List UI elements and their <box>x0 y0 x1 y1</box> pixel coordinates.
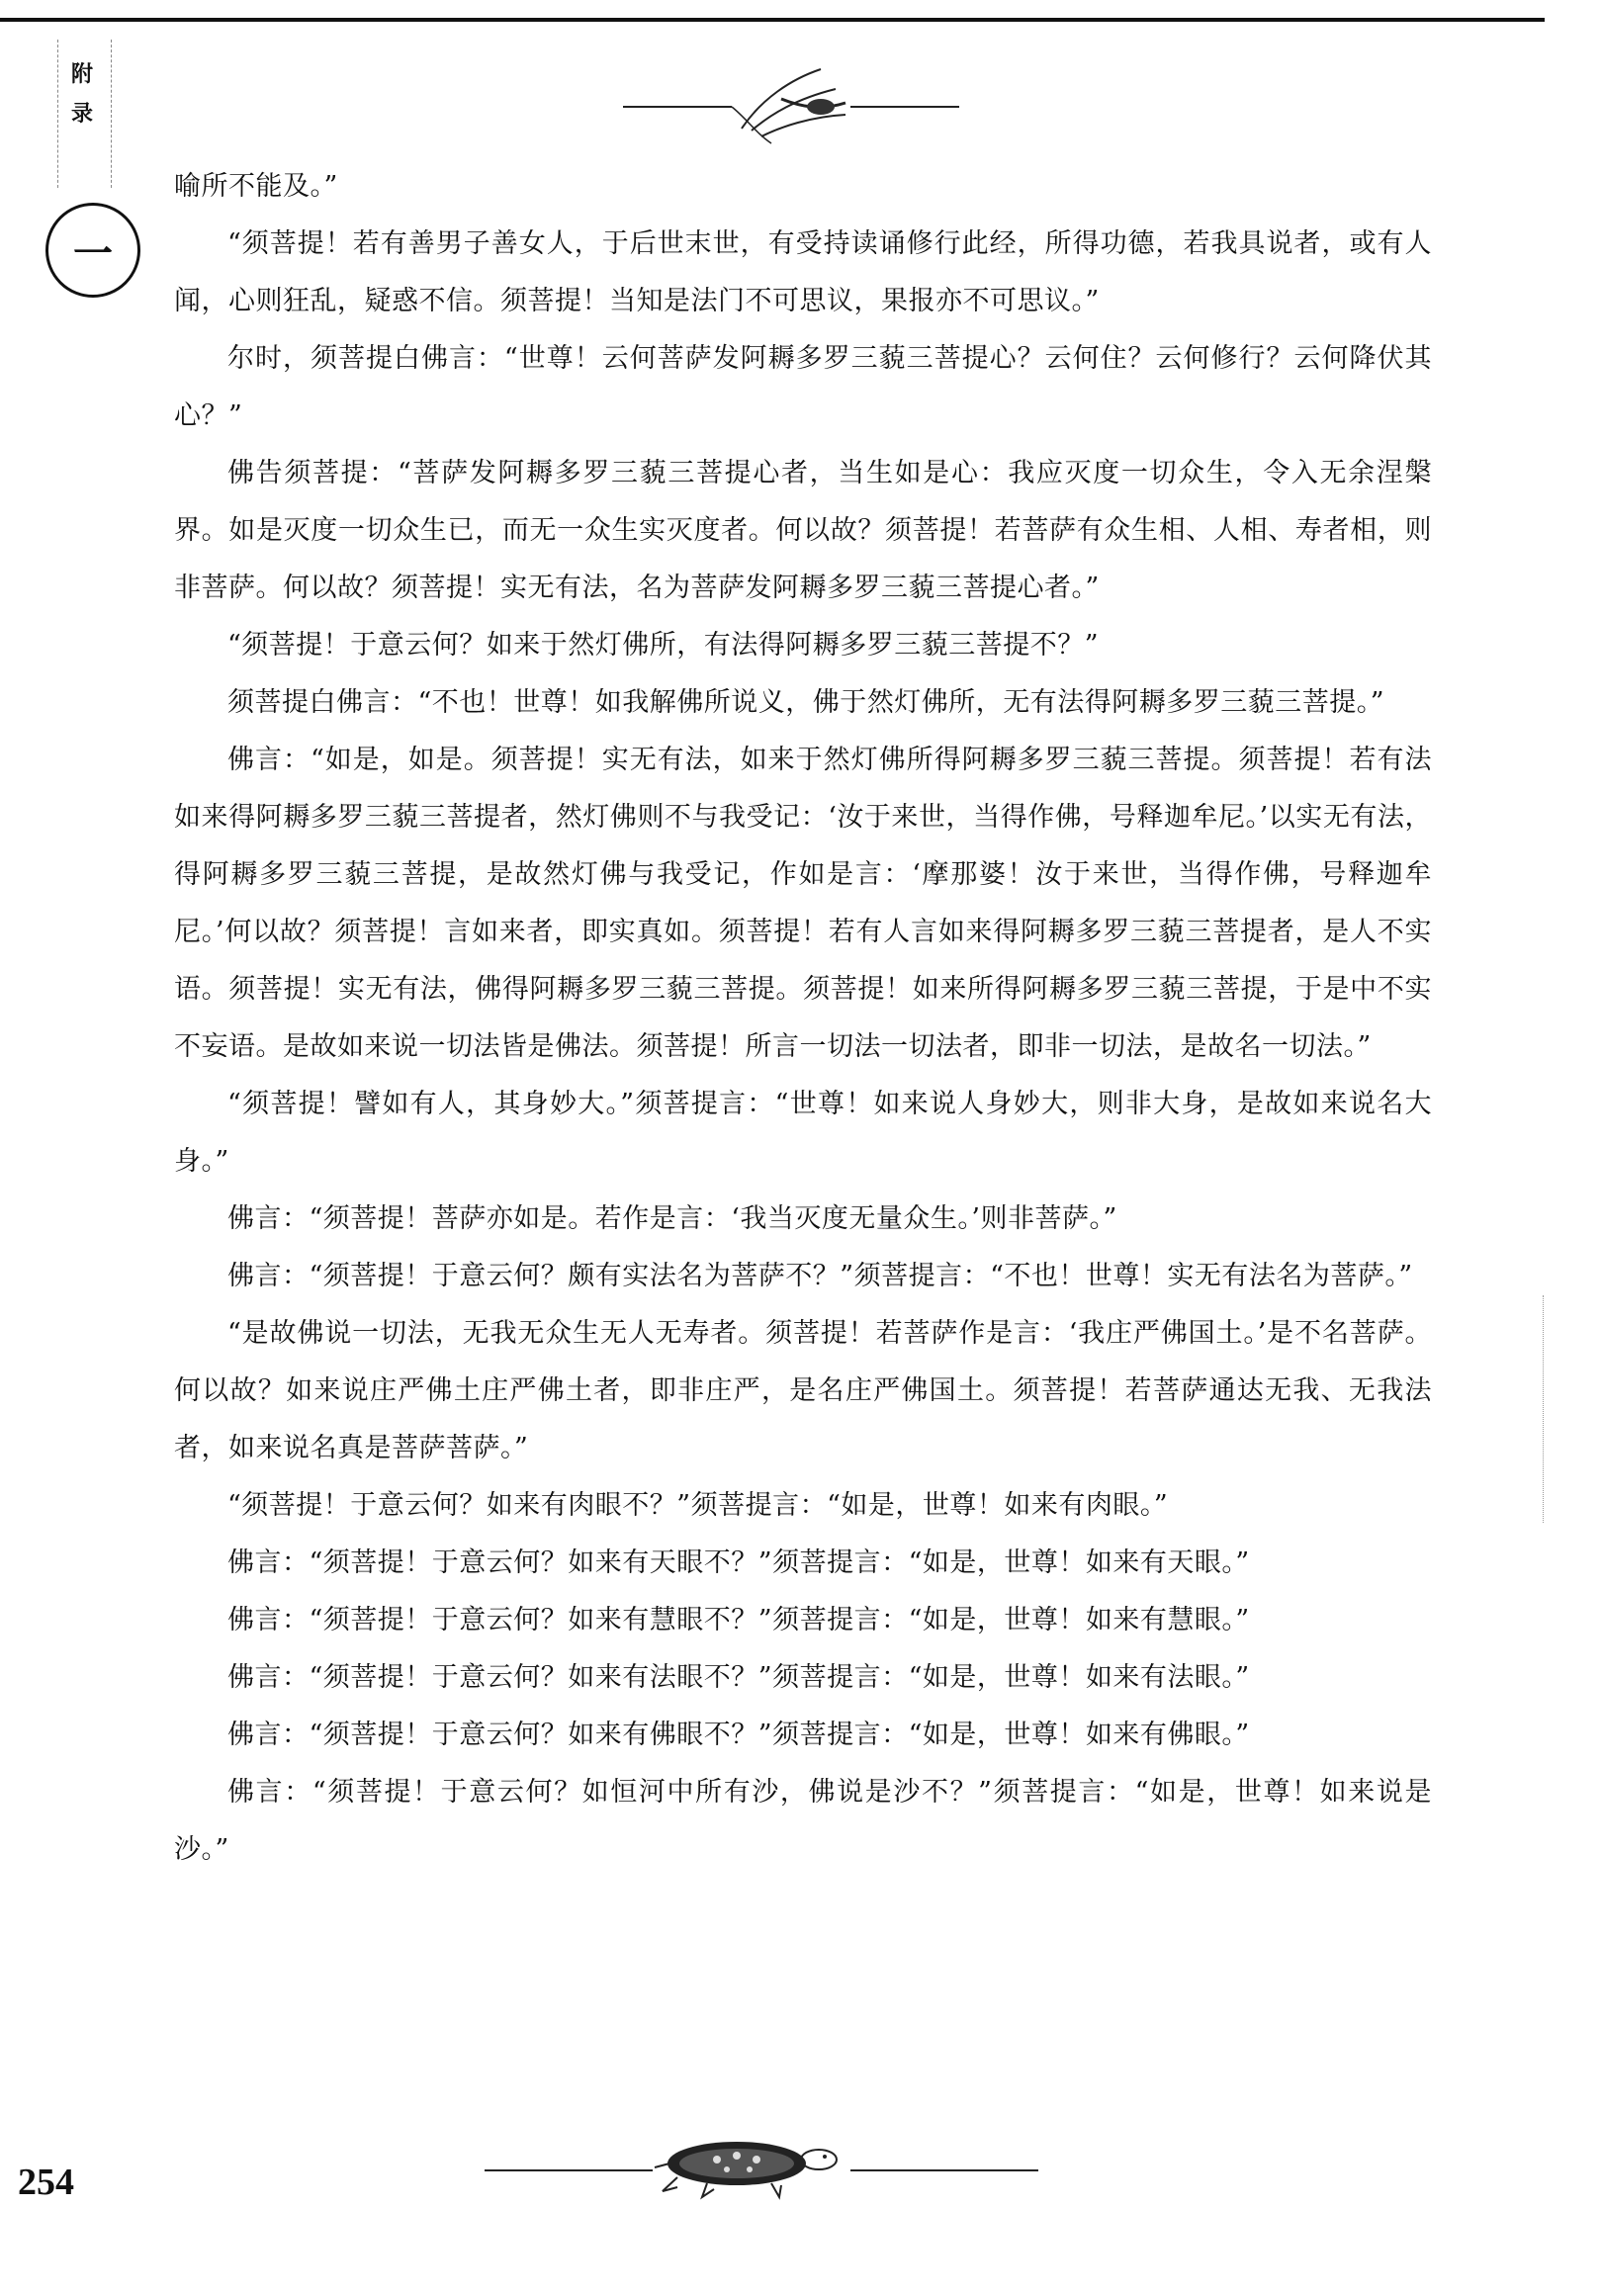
scan-artifact-line <box>1543 1295 1545 1523</box>
paragraph: 佛言：“须菩提！于意云何？如来有佛眼不？”须菩提言：“如是，世尊！如来有佛眼。” <box>227 1720 1250 1750</box>
page-number: 254 <box>18 2162 74 2203</box>
paragraph: “须菩提！譬如有人，其身妙大。”须菩提言：“世尊！如来说人身妙大，则非大身，是故如来说名大身。” <box>174 1089 1432 1177</box>
paragraph: “须菩提！于意云何？如来有肉眼不？”须菩提言：“如是，世尊！如来有肉眼。” <box>227 1490 1169 1521</box>
paragraph: 喻所不能及。” <box>174 171 338 202</box>
paragraph: 须菩提白佛言：“不也！世尊！如我解佛所说义，佛于然灯佛所，无有法得阿耨多罗三藐三菩提。” <box>227 687 1385 718</box>
paragraph: “须菩提！于意云何？如来于然灯佛所，有法得阿耨多罗三藐三菩提不？” <box>227 630 1100 661</box>
chapter-marker: 一 <box>45 203 140 298</box>
top-rule <box>0 18 1545 22</box>
turtle-ornament-icon <box>485 2126 1038 2215</box>
paragraph: 佛言：“须菩提！于意云何？颇有实法名为菩萨不？”须菩提言：“不也！世尊！实无有法名为菩萨。” <box>227 1261 1413 1291</box>
side-tab-border-right <box>111 40 113 188</box>
text-body <box>174 158 1432 1879</box>
side-tab <box>63 63 101 125</box>
paragraph: 佛告须菩提：“菩萨发阿耨多罗三藐三菩提心者，当生如是心：我应灭度一切众生，令入无余涅槃界。如是灭度一切众生已，而无一众生实灭度者。何以故？须菩提！若菩萨有众生相、人相、寿者相，则非菩萨。何以故？须菩提！实无有法，名为菩萨发阿耨多罗三藐三菩提心者。” <box>174 458 1432 603</box>
paragraph: “是故佛说一切法，无我无众生无人无寿者。须菩提！若菩萨作是言：‘我庄严佛国土。’是不名菩萨。何以故？如来说庄严佛土庄严佛土者，即非庄严，是名庄严佛国土。须菩提！若菩萨通达无我、无我法者，如来说名真是菩萨菩萨。” <box>174 1318 1432 1463</box>
paragraph: 佛言：“须菩提！菩萨亦如是。若作是言：‘我当灭度无量众生。’则非菩萨。” <box>227 1203 1117 1234</box>
paragraph: 佛言：“须菩提！于意云何？如恒河中所有沙，佛说是沙不？”须菩提言：“如是，世尊！如来说是沙。” <box>174 1777 1432 1865</box>
paragraph: “须菩提！若有善男子善女人，于后世末世，有受持读诵修行此经，所得功德，若我具说者，或有人闻，心则狂乱，疑惑不信。须菩提！当知是法门不可思议，果报亦不可思议。” <box>174 228 1432 316</box>
side-tab-border-left <box>57 40 59 188</box>
paragraph: 佛言：“须菩提！于意云何？如来有法眼不？”须菩提言：“如是，世尊！如来有法眼。” <box>227 1662 1250 1693</box>
side-tab-char: 附 <box>70 61 93 87</box>
paragraph: 佛言：“须菩提！于意云何？如来有天眼不？”须菩提言：“如是，世尊！如来有天眼。” <box>227 1547 1250 1578</box>
side-tab-char: 录 <box>70 101 93 127</box>
paragraph: 佛言：“须菩提！于意云何？如来有慧眼不？”须菩提言：“如是，世尊！如来有慧眼。” <box>227 1605 1250 1635</box>
paragraph: 佛言：“如是，如是。须菩提！实无有法，如来于然灯佛所得阿耨多罗三藐三菩提。须菩提！若有法如来得阿耨多罗三藐三菩提者，然灯佛则不与我受记：‘汝于来世，当得作佛，号释迦牟尼。’以实无有法，得阿耨多罗三藐三菩提，是故然灯佛与我受记，作如是言：‘摩那婆！汝于来世，当得作佛，号释迦牟尼。’何以故？须菩提！言如来者，即实真如。须菩提！若有人言如来得阿耨多罗三藐三菩提者，是人不实语。须菩提！实无有法，佛得阿耨多罗三藐三菩提。须菩提！如来所得阿耨多罗三藐三菩提，于是中不实不妄语。是故如来说一切法皆是佛法。须菩提！所言一切法一切法者，即非一切法，是故名一切法。” <box>174 745 1432 1062</box>
paragraph: 尔时，须菩提白佛言：“世尊！云何菩萨发阿耨多罗三藐三菩提心？云何住？云何修行？云何降伏其心？” <box>174 343 1432 431</box>
ink-brush-ornament-icon <box>623 59 959 148</box>
